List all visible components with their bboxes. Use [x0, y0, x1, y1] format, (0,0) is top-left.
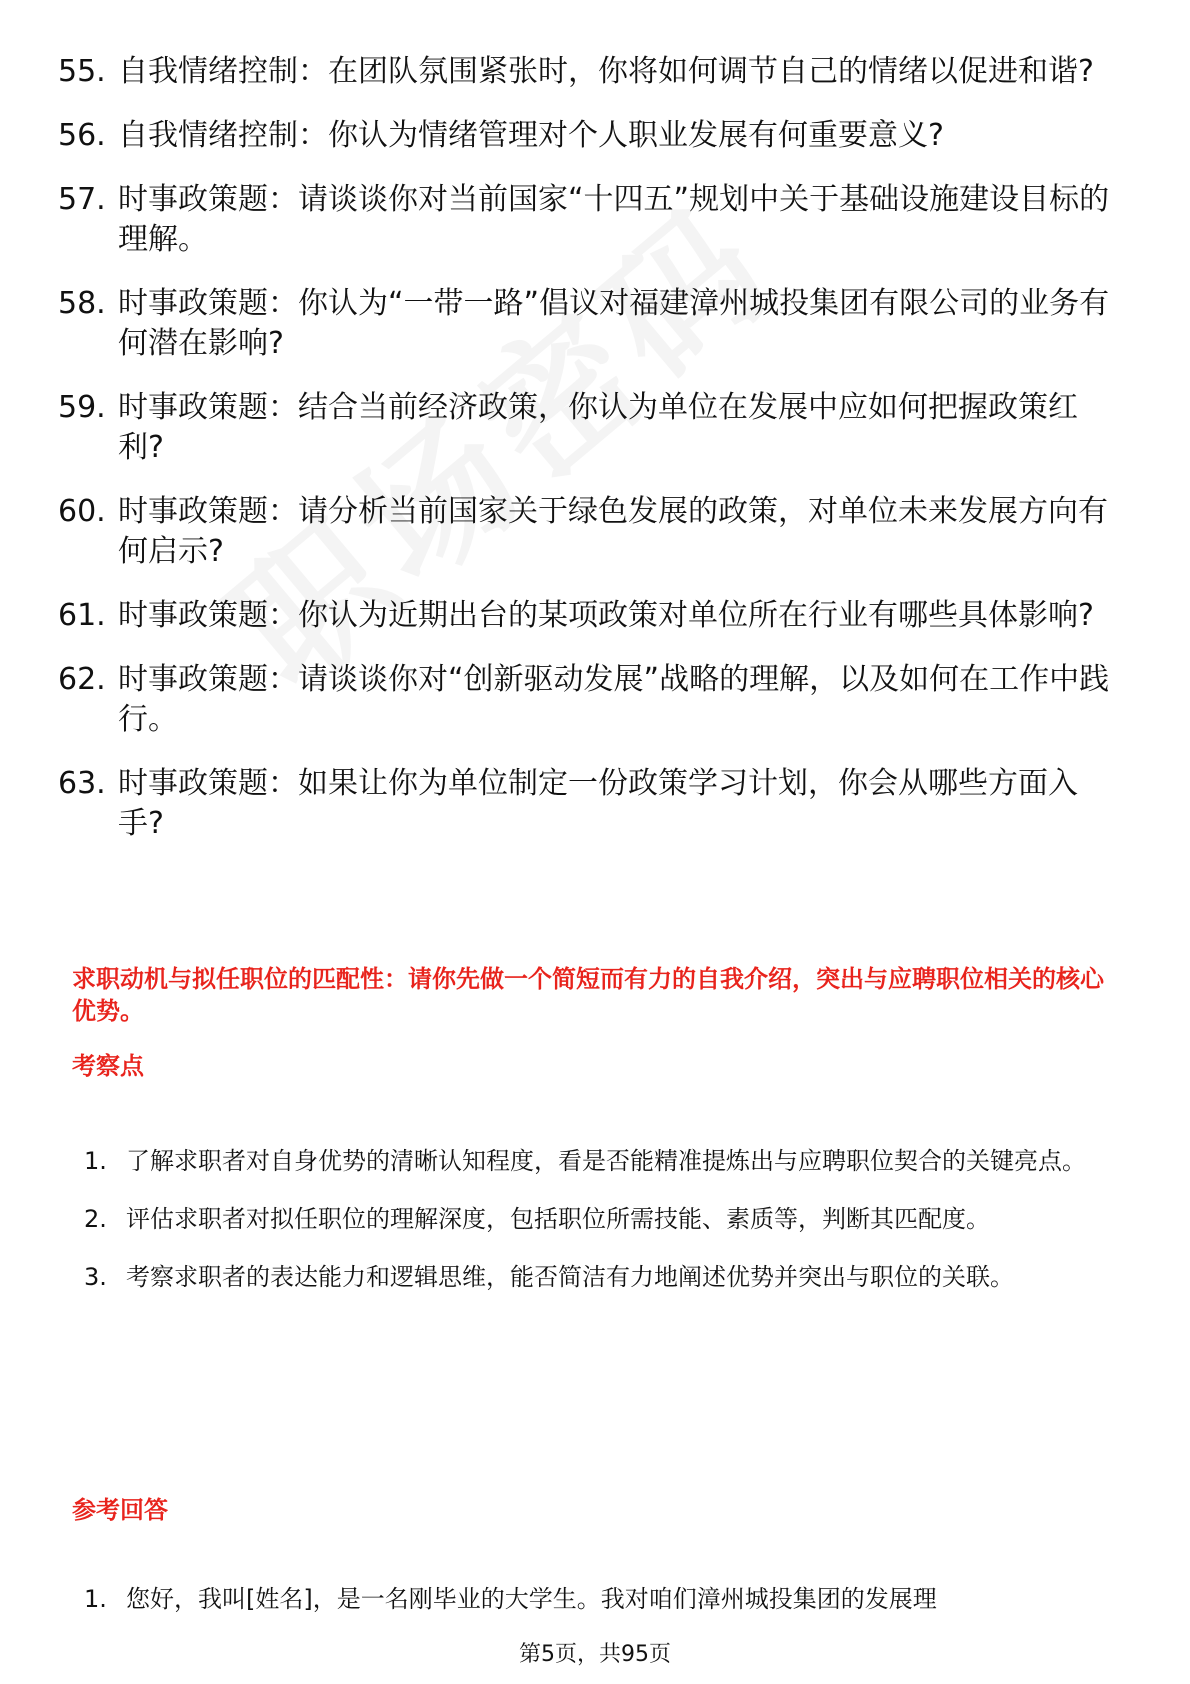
question-item	[58, 492, 1118, 572]
question-number: 62.	[58, 662, 106, 697]
question-number: 57.	[58, 182, 106, 217]
question-item	[58, 388, 1118, 468]
point-text: 考察求职者的表达能力和逻辑思维，能否简洁有力地阐述优势并突出与职位的关联。	[126, 1263, 1014, 1291]
question-text: 时事政策题：你认为“一带一路”倡议对福建漳州城投集团有限公司的业务有何潜在影响?	[118, 286, 1110, 361]
question-text: 自我情绪控制：在团队氛围紧张时，你将如何调节自己的情绪以促进和谐?	[118, 54, 1094, 89]
answer-item	[84, 1572, 1124, 1626]
answer-title: 参考回答	[72, 1496, 168, 1524]
question-text: 时事政策题：结合当前经济政策，你认为单位在发展中应如何把握政策红利?	[118, 390, 1078, 465]
question-text: 时事政策题：如果让你为单位制定一份政策学习计划，你会从哪些方面入手?	[118, 766, 1078, 841]
answer-number: 1.	[84, 1585, 107, 1613]
point-text: 了解求职者对自身优势的清晰认知程度，看是否能精准提炼出与应聘职位契合的关键亮点。	[126, 1147, 1086, 1175]
question-number: 63.	[58, 766, 106, 801]
answer-list	[84, 1572, 1124, 1630]
question-text: 时事政策题：请分析当前国家关于绿色发展的政策，对单位未来发展方向有何启示?	[118, 494, 1108, 569]
question-text: 自我情绪控制：你认为情绪管理对个人职业发展有何重要意义?	[118, 118, 944, 153]
point-text: 评估求职者对拟任职位的理解深度，包括职位所需技能、素质等，判断其匹配度。	[126, 1205, 990, 1233]
page-footer: 第5页，共95页	[519, 1642, 671, 1667]
question-item	[58, 284, 1118, 364]
question-text: 时事政策题：你认为近期出台的某项政策对单位所在行业有哪些具体影响?	[118, 598, 1094, 633]
answer-text: 您好，我叫[姓名]，是一名刚毕业的大学生。我对咱们漳州城投集团的发展理	[126, 1585, 937, 1613]
question-item	[58, 116, 1118, 156]
question-number: 56.	[58, 118, 106, 153]
point-number: 3.	[84, 1263, 107, 1291]
question-text: 时事政策题：请谈谈你对“创新驱动发展”战略的理解，以及如何在工作中践行。	[118, 662, 1110, 737]
question-number: 61.	[58, 598, 106, 633]
points-list	[84, 1134, 1124, 1308]
section-heading: 求职动机与拟任职位的匹配性：请你先做一个简短而有力的自我介绍，突出与应聘职位相关的核心优势。	[72, 965, 1104, 1025]
question-number: 59.	[58, 390, 106, 425]
question-list	[58, 52, 1118, 868]
question-number: 55.	[58, 54, 106, 89]
question-item	[58, 596, 1118, 636]
point-item	[84, 1192, 1124, 1246]
question-text: 时事政策题：请谈谈你对当前国家“十四五”规划中关于基础设施建设目标的理解。	[118, 182, 1110, 257]
point-number: 1.	[84, 1147, 107, 1175]
question-item	[58, 764, 1118, 844]
question-item	[58, 660, 1118, 740]
question-number: 58.	[58, 286, 106, 321]
question-item	[58, 52, 1118, 92]
point-number: 2.	[84, 1205, 107, 1233]
point-item	[84, 1250, 1124, 1304]
point-item	[84, 1134, 1124, 1188]
question-number: 60.	[58, 494, 106, 529]
points-title: 考察点	[72, 1052, 144, 1080]
question-item	[58, 180, 1118, 260]
